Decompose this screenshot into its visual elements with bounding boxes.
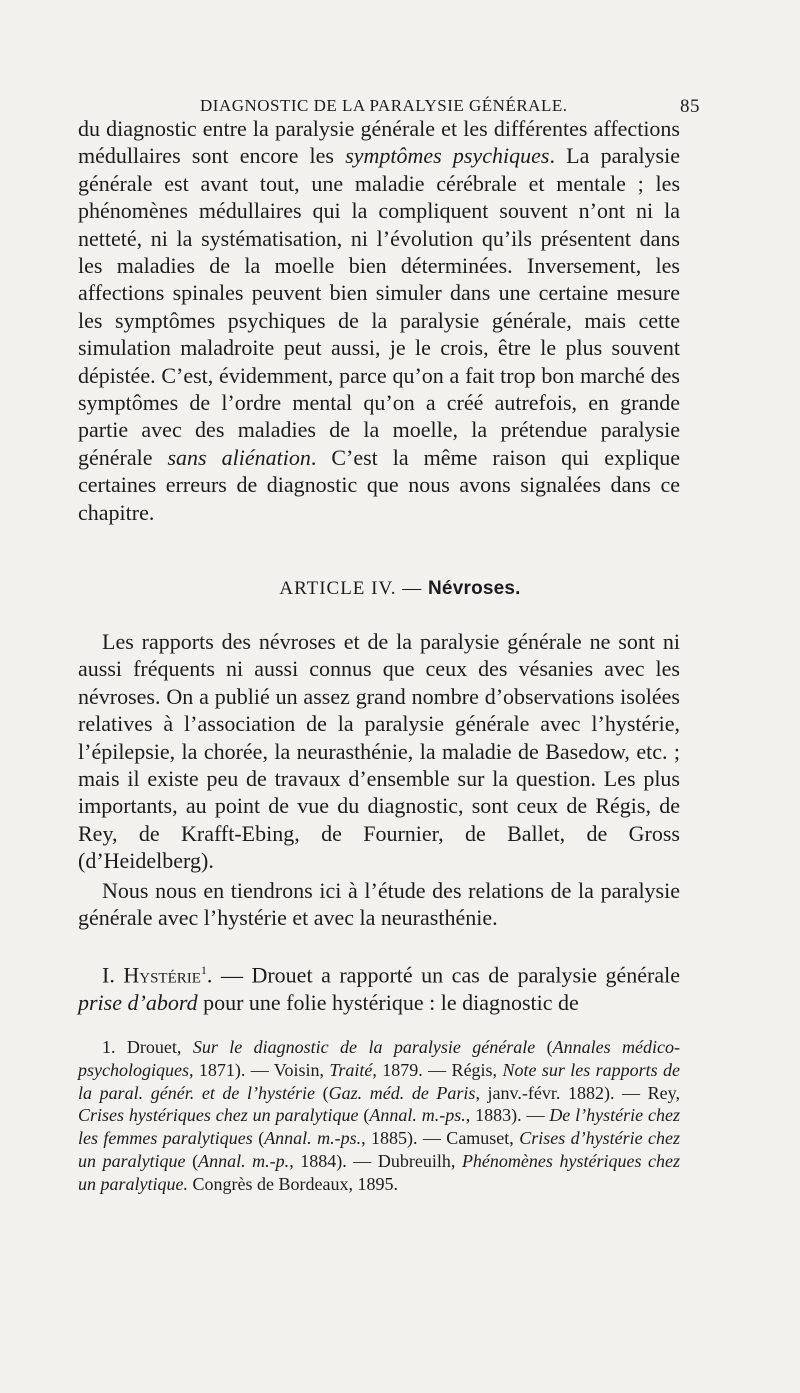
section-title: Névroses. [428,578,521,599]
paragraph-hysterie: I. Hystérie$^1$. — Drouet a rapporté un cas de paralysie générale prise d’abord pour une folie hystérique : le diagnostic de [78,962,680,1015]
section-heading [0,578,800,600]
paragraph-scope: Nous nous en tiendrons ici à l’étude des relations de la paralysie générale avec l’hystérie et avec la neurasthénie. [78,878,680,931]
section-prefix: ARTICLE IV. — [279,578,429,599]
paragraph-nevroses: Les rapports des névroses et de la paralysie générale ne sont ni aussi fréquents ni aussi connus que ceux des vésanies avec les névroses. On a publié un assez grand nombre d’observations isolées relatives à l’association de la paralysie générale avec l’hystérie, l’épilepsie, la chorée, la neurasthénie, la maladie de Basedow, etc. ; mais il existe peu de travaux d’ensemble sur la question. Les plus importants, au point de vue du diagnostic, sont ceux de Régis, de Rey, de Krafft-Ebing, de Fournier, de Ballet, de Gross (d’Heidelberg). [78,629,680,874]
running-title: DIAGNOSTIC DE LA PARALYSIE GÉNÉRALE. [200,96,568,115]
paragraph-continuation: du diagnostic entre la paralysie générale et les différentes affections médullaires sont encore les symptômes psychiques. La paralysie générale est avant tout, une maladie cérébrale et mentale ; les phénomènes médullaires qui la compliquent souvent n’ont ni la netteté, ni la systématisation, ni l’évolution qu’ils présentent dans les maladies de la moelle bien déterminées. Inversement, les affections spinales peuvent bien simuler dans une certaine mesure les symptômes psychiques de la paralysie générale, mais cette simulation maladroite peut aussi, je le crois, être le plus souvent dépistée. C’est, évidemment, parce qu’on a fait trop bon marché des symptômes de l’ordre mental qu’on a créé autrefois, en grande partie avec des maladies de la moelle, la prétendue paralysie générale sans aliénation. C’est la même raison qui explique certaines erreurs de diagnostic que nous avons signalées dans ce chapitre. [78,116,681,525]
footnote: 1. Drouet, Sur le diagnostic de la paralysie générale (Annales médico-psychologiques, 1871). — Voisin, Traité, 1879. — Régis, Note sur les rapports de la paral. génér. et de l’hystérie (Gaz. méd. de Paris, janv.-févr. 1882). — Rey, Crises hystériques chez un paralytique (Annal. m.-ps., 1883). — De l’hystérie chez les femmes paralytiques (Annal. m.-ps., 1885). — Camuset, Crises d’hystérie chez un paralytique (Annal. m.-p., 1884). — Dubreuilh, Phénomènes hystériques chez un paralytique. Congrès de Bordeaux, 1895. [78,1037,681,1194]
term-hysterie: Hystérie [123,962,201,988]
page-number: 85 [680,96,700,117]
footnote-marker: 1 [200,963,207,977]
